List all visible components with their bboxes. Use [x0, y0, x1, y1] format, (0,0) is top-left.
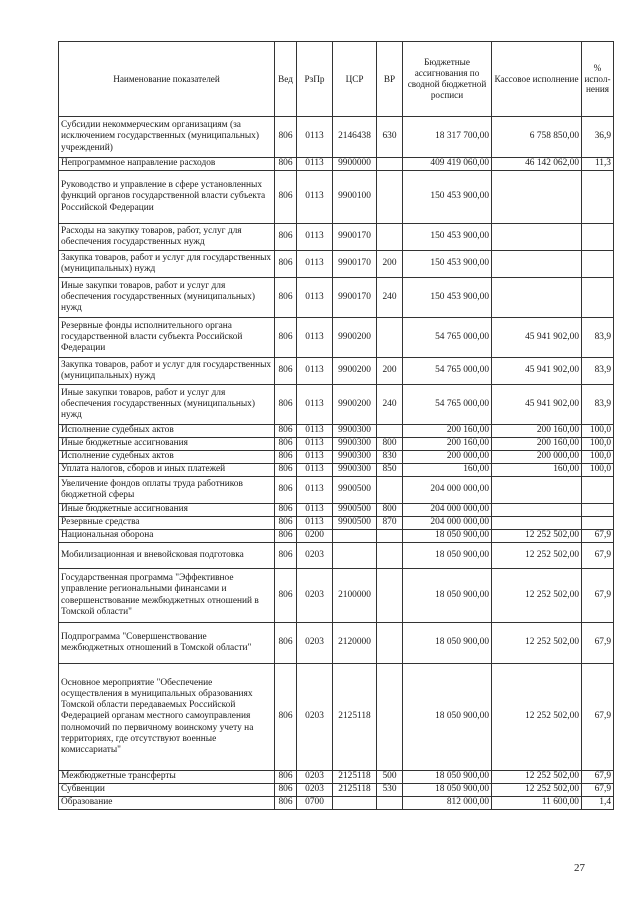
cell-vr: 870: [377, 517, 403, 530]
cell-csr: [333, 797, 377, 810]
cell-csr: 2125118: [333, 664, 377, 771]
cell-pct: [582, 517, 614, 530]
cell-rzpr: 0113: [297, 464, 333, 477]
cell-plan: 18 050 900,00: [403, 543, 492, 569]
cell-pct: [582, 251, 614, 278]
cell-csr: 9900170: [333, 278, 377, 318]
cell-rzpr: 0113: [297, 451, 333, 464]
cell-pct: 11,3: [582, 158, 614, 171]
cell-pct: [582, 477, 614, 504]
cell-pct: 1,4: [582, 797, 614, 810]
cell-rzpr: 0113: [297, 251, 333, 278]
cell-rzpr: 0203: [297, 664, 333, 771]
cell-ved: 806: [275, 517, 297, 530]
cell-plan: 204 000 000,00: [403, 504, 492, 517]
cell-plan: 200 160,00: [403, 425, 492, 438]
table-row: [59, 664, 614, 771]
cell-plan: 200 000,00: [403, 451, 492, 464]
table-row: [59, 504, 614, 517]
cell-vr: 240: [377, 385, 403, 425]
cell-csr: 9900500: [333, 517, 377, 530]
cell-fact: [492, 224, 582, 251]
table-row: [59, 318, 614, 358]
cell-fact: 45 941 902,00: [492, 318, 582, 358]
cell-plan: 18 050 900,00: [403, 623, 492, 664]
table-row: [59, 385, 614, 425]
cell-pct: 100,0: [582, 464, 614, 477]
cell-ved: 806: [275, 451, 297, 464]
cell-vr: [377, 569, 403, 623]
cell-rzpr: 0203: [297, 771, 333, 784]
table-row: [59, 543, 614, 569]
cell-name: Иные бюджетные ассигнования: [59, 504, 275, 517]
table-row: [59, 477, 614, 504]
cell-name: Субсидии некоммерческим организациям (за исключением государственных (муниципальных) учреждений): [59, 117, 275, 158]
cell-csr: 9900170: [333, 251, 377, 278]
cell-csr: 9900300: [333, 438, 377, 451]
cell-pct: 83,9: [582, 385, 614, 425]
cell-ved: 806: [275, 425, 297, 438]
cell-csr: 9900100: [333, 171, 377, 224]
cell-name: Межбюджетные трансферты: [59, 771, 275, 784]
cell-ved: 806: [275, 477, 297, 504]
cell-ved: 806: [275, 784, 297, 797]
cell-rzpr: 0113: [297, 425, 333, 438]
cell-csr: 9900200: [333, 385, 377, 425]
cell-name: Государственная программа "Эффективное управление региональными финансами и совершенствование межбюджетных отношений в Томской области": [59, 569, 275, 623]
cell-rzpr: 0113: [297, 171, 333, 224]
cell-rzpr: 0203: [297, 623, 333, 664]
cell-csr: 9900200: [333, 318, 377, 358]
cell-csr: 2125118: [333, 771, 377, 784]
table-row: [59, 623, 614, 664]
cell-csr: 9900300: [333, 425, 377, 438]
table-row: [59, 278, 614, 318]
cell-csr: 9900170: [333, 224, 377, 251]
cell-name: Иные закупки товаров, работ и услуг для обеспечения государственных (муниципальных) нужд: [59, 278, 275, 318]
cell-ved: 806: [275, 278, 297, 318]
cell-vr: 530: [377, 784, 403, 797]
cell-rzpr: 0113: [297, 504, 333, 517]
table-row: [59, 117, 614, 158]
cell-pct: [582, 171, 614, 224]
cell-rzpr: 0113: [297, 385, 333, 425]
table-row: [59, 158, 614, 171]
table-row: [59, 771, 614, 784]
cell-name: Иные закупки товаров, работ и услуг для обеспечения государственных (муниципальных) нужд: [59, 385, 275, 425]
cell-ved: 806: [275, 797, 297, 810]
cell-plan: 18 050 900,00: [403, 771, 492, 784]
cell-vr: [377, 171, 403, 224]
cell-ved: 806: [275, 385, 297, 425]
cell-plan: 18 050 900,00: [403, 664, 492, 771]
table-row: [59, 171, 614, 224]
cell-name: Непрограммное направление расходов: [59, 158, 275, 171]
cell-fact: [492, 171, 582, 224]
cell-pct: 67,9: [582, 543, 614, 569]
cell-name: Резервные фонды исполнительного органа государственной власти субъекта Российской Федерации: [59, 318, 275, 358]
cell-pct: 67,9: [582, 569, 614, 623]
table-row: [59, 530, 614, 543]
cell-vr: [377, 158, 403, 171]
cell-pct: 67,9: [582, 771, 614, 784]
cell-vr: 500: [377, 771, 403, 784]
cell-pct: 67,9: [582, 664, 614, 771]
cell-vr: 800: [377, 504, 403, 517]
cell-rzpr: 0203: [297, 543, 333, 569]
cell-vr: [377, 664, 403, 771]
cell-plan: 150 453 900,00: [403, 171, 492, 224]
cell-plan: 200 160,00: [403, 438, 492, 451]
cell-rzpr: 0203: [297, 569, 333, 623]
table-body: [59, 117, 614, 810]
cell-fact: [492, 278, 582, 318]
cell-plan: 204 000 000,00: [403, 477, 492, 504]
cell-name: Основное мероприятие "Обеспечение осуществления в муниципальных образованиях Томской области передаваемых Российской Федерацией органам местного самоуправления полномочий по первичному воинскому учету на территориях, где отсутствуют военные комиссариаты": [59, 664, 275, 771]
cell-rzpr: 0113: [297, 278, 333, 318]
cell-vr: [377, 797, 403, 810]
cell-fact: 12 252 502,00: [492, 530, 582, 543]
cell-pct: 83,9: [582, 318, 614, 358]
cell-pct: 100,0: [582, 451, 614, 464]
table-row: [59, 797, 614, 810]
cell-plan: 18 050 900,00: [403, 530, 492, 543]
header-rzpr: РзПр: [297, 42, 333, 117]
cell-fact: 45 941 902,00: [492, 358, 582, 385]
cell-pct: 67,9: [582, 623, 614, 664]
cell-csr: [333, 543, 377, 569]
cell-csr: 9900000: [333, 158, 377, 171]
cell-vr: [377, 224, 403, 251]
cell-name: Расходы на закупку товаров, работ, услуг для обеспечения государственных нужд: [59, 224, 275, 251]
cell-rzpr: 0113: [297, 517, 333, 530]
cell-plan: 204 000 000,00: [403, 517, 492, 530]
cell-vr: [377, 623, 403, 664]
header-ved: Вед: [275, 42, 297, 117]
cell-name: Резервные средства: [59, 517, 275, 530]
table-row: [59, 358, 614, 385]
cell-name: Руководство и управление в сфере установленных функций органов государственной власти субъекта Российской Федерации: [59, 171, 275, 224]
cell-rzpr: 0203: [297, 784, 333, 797]
header-fact: Кассовое исполнение: [492, 42, 582, 117]
cell-plan: 150 453 900,00: [403, 251, 492, 278]
cell-rzpr: 0113: [297, 477, 333, 504]
cell-pct: 67,9: [582, 530, 614, 543]
cell-ved: 806: [275, 504, 297, 517]
cell-plan: 54 765 000,00: [403, 358, 492, 385]
header-plan: Бюджетные ассигнования по сводной бюджетной росписи: [403, 42, 492, 117]
cell-vr: [377, 318, 403, 358]
cell-vr: 240: [377, 278, 403, 318]
cell-name: Иные бюджетные ассигнования: [59, 438, 275, 451]
table-row: [59, 425, 614, 438]
cell-name: Увеличение фондов оплаты труда работников бюджетной сферы: [59, 477, 275, 504]
table-row: [59, 784, 614, 797]
cell-fact: 6 758 850,00: [492, 117, 582, 158]
cell-rzpr: 0113: [297, 117, 333, 158]
cell-ved: 806: [275, 158, 297, 171]
table-row: [59, 224, 614, 251]
cell-name: Закупка товаров, работ и услуг для государственных (муниципальных) нужд: [59, 251, 275, 278]
cell-csr: 9900300: [333, 464, 377, 477]
cell-pct: [582, 278, 614, 318]
cell-plan: 812 000,00: [403, 797, 492, 810]
cell-ved: 806: [275, 530, 297, 543]
cell-vr: 800: [377, 438, 403, 451]
cell-name: Подпрограмма "Совершенствование межбюджетных отношений в Томской области": [59, 623, 275, 664]
cell-name: Исполнение судебных актов: [59, 425, 275, 438]
cell-plan: 18 050 900,00: [403, 569, 492, 623]
cell-rzpr: 0700: [297, 797, 333, 810]
cell-csr: 9900500: [333, 477, 377, 504]
cell-pct: 36,9: [582, 117, 614, 158]
cell-csr: 2100000: [333, 569, 377, 623]
cell-name: Образование: [59, 797, 275, 810]
table-header-row: [59, 42, 614, 117]
cell-name: Исполнение судебных актов: [59, 451, 275, 464]
cell-csr: 2146438: [333, 117, 377, 158]
cell-fact: [492, 251, 582, 278]
table-row: [59, 251, 614, 278]
cell-rzpr: 0113: [297, 158, 333, 171]
cell-ved: 806: [275, 318, 297, 358]
cell-vr: 200: [377, 251, 403, 278]
cell-plan: 160,00: [403, 464, 492, 477]
cell-fact: 12 252 502,00: [492, 664, 582, 771]
cell-fact: 160,00: [492, 464, 582, 477]
cell-vr: 200: [377, 358, 403, 385]
cell-csr: 2125118: [333, 784, 377, 797]
page-number: 27: [574, 862, 585, 874]
cell-ved: 806: [275, 664, 297, 771]
cell-ved: 806: [275, 569, 297, 623]
cell-pct: 67,9: [582, 784, 614, 797]
cell-csr: 9900300: [333, 451, 377, 464]
cell-fact: 12 252 502,00: [492, 569, 582, 623]
cell-ved: 806: [275, 358, 297, 385]
cell-ved: 806: [275, 623, 297, 664]
cell-vr: [377, 425, 403, 438]
cell-fact: 200 160,00: [492, 438, 582, 451]
cell-pct: 100,0: [582, 438, 614, 451]
cell-csr: 9900200: [333, 358, 377, 385]
table-row: [59, 464, 614, 477]
cell-vr: 850: [377, 464, 403, 477]
cell-fact: 12 252 502,00: [492, 623, 582, 664]
cell-plan: 150 453 900,00: [403, 278, 492, 318]
cell-ved: 806: [275, 224, 297, 251]
cell-ved: 806: [275, 438, 297, 451]
header-pct: % испол-нения: [582, 42, 614, 117]
cell-ved: 806: [275, 117, 297, 158]
cell-vr: [377, 477, 403, 504]
table-row: [59, 569, 614, 623]
table-row: [59, 438, 614, 451]
cell-vr: [377, 530, 403, 543]
header-vr: ВР: [377, 42, 403, 117]
cell-plan: 18 317 700,00: [403, 117, 492, 158]
cell-name: Уплата налогов, сборов и иных платежей: [59, 464, 275, 477]
cell-name: Национальная оборона: [59, 530, 275, 543]
cell-plan: 18 050 900,00: [403, 784, 492, 797]
cell-csr: 2120000: [333, 623, 377, 664]
cell-ved: 806: [275, 251, 297, 278]
cell-fact: 45 941 902,00: [492, 385, 582, 425]
cell-ved: 806: [275, 171, 297, 224]
cell-rzpr: 0200: [297, 530, 333, 543]
header-csr: ЦСР: [333, 42, 377, 117]
cell-fact: 46 142 062,00: [492, 158, 582, 171]
cell-vr: 630: [377, 117, 403, 158]
cell-plan: 409 419 060,00: [403, 158, 492, 171]
cell-pct: [582, 504, 614, 517]
cell-ved: 806: [275, 771, 297, 784]
cell-fact: 200 000,00: [492, 451, 582, 464]
table-row: [59, 451, 614, 464]
cell-fact: 11 600,00: [492, 797, 582, 810]
cell-name: Субвенции: [59, 784, 275, 797]
cell-fact: [492, 504, 582, 517]
cell-vr: 830: [377, 451, 403, 464]
cell-fact: 12 252 502,00: [492, 543, 582, 569]
cell-fact: 200 160,00: [492, 425, 582, 438]
cell-plan: 150 453 900,00: [403, 224, 492, 251]
table-row: [59, 517, 614, 530]
cell-fact: 12 252 502,00: [492, 771, 582, 784]
cell-name: Закупка товаров, работ и услуг для государственных (муниципальных) нужд: [59, 358, 275, 385]
cell-name: Мобилизационная и вневойсковая подготовка: [59, 543, 275, 569]
cell-csr: [333, 530, 377, 543]
cell-pct: [582, 224, 614, 251]
budget-execution-table: [58, 41, 614, 810]
cell-plan: 54 765 000,00: [403, 385, 492, 425]
cell-pct: 100,0: [582, 425, 614, 438]
cell-pct: 83,9: [582, 358, 614, 385]
cell-rzpr: 0113: [297, 358, 333, 385]
cell-fact: [492, 517, 582, 530]
cell-rzpr: 0113: [297, 318, 333, 358]
cell-ved: 806: [275, 464, 297, 477]
cell-rzpr: 0113: [297, 224, 333, 251]
cell-plan: 54 765 000,00: [403, 318, 492, 358]
cell-rzpr: 0113: [297, 438, 333, 451]
cell-ved: 806: [275, 543, 297, 569]
header-name: Наименование показателей: [59, 42, 275, 117]
cell-fact: [492, 477, 582, 504]
cell-vr: [377, 543, 403, 569]
cell-csr: 9900500: [333, 504, 377, 517]
cell-fact: 12 252 502,00: [492, 784, 582, 797]
